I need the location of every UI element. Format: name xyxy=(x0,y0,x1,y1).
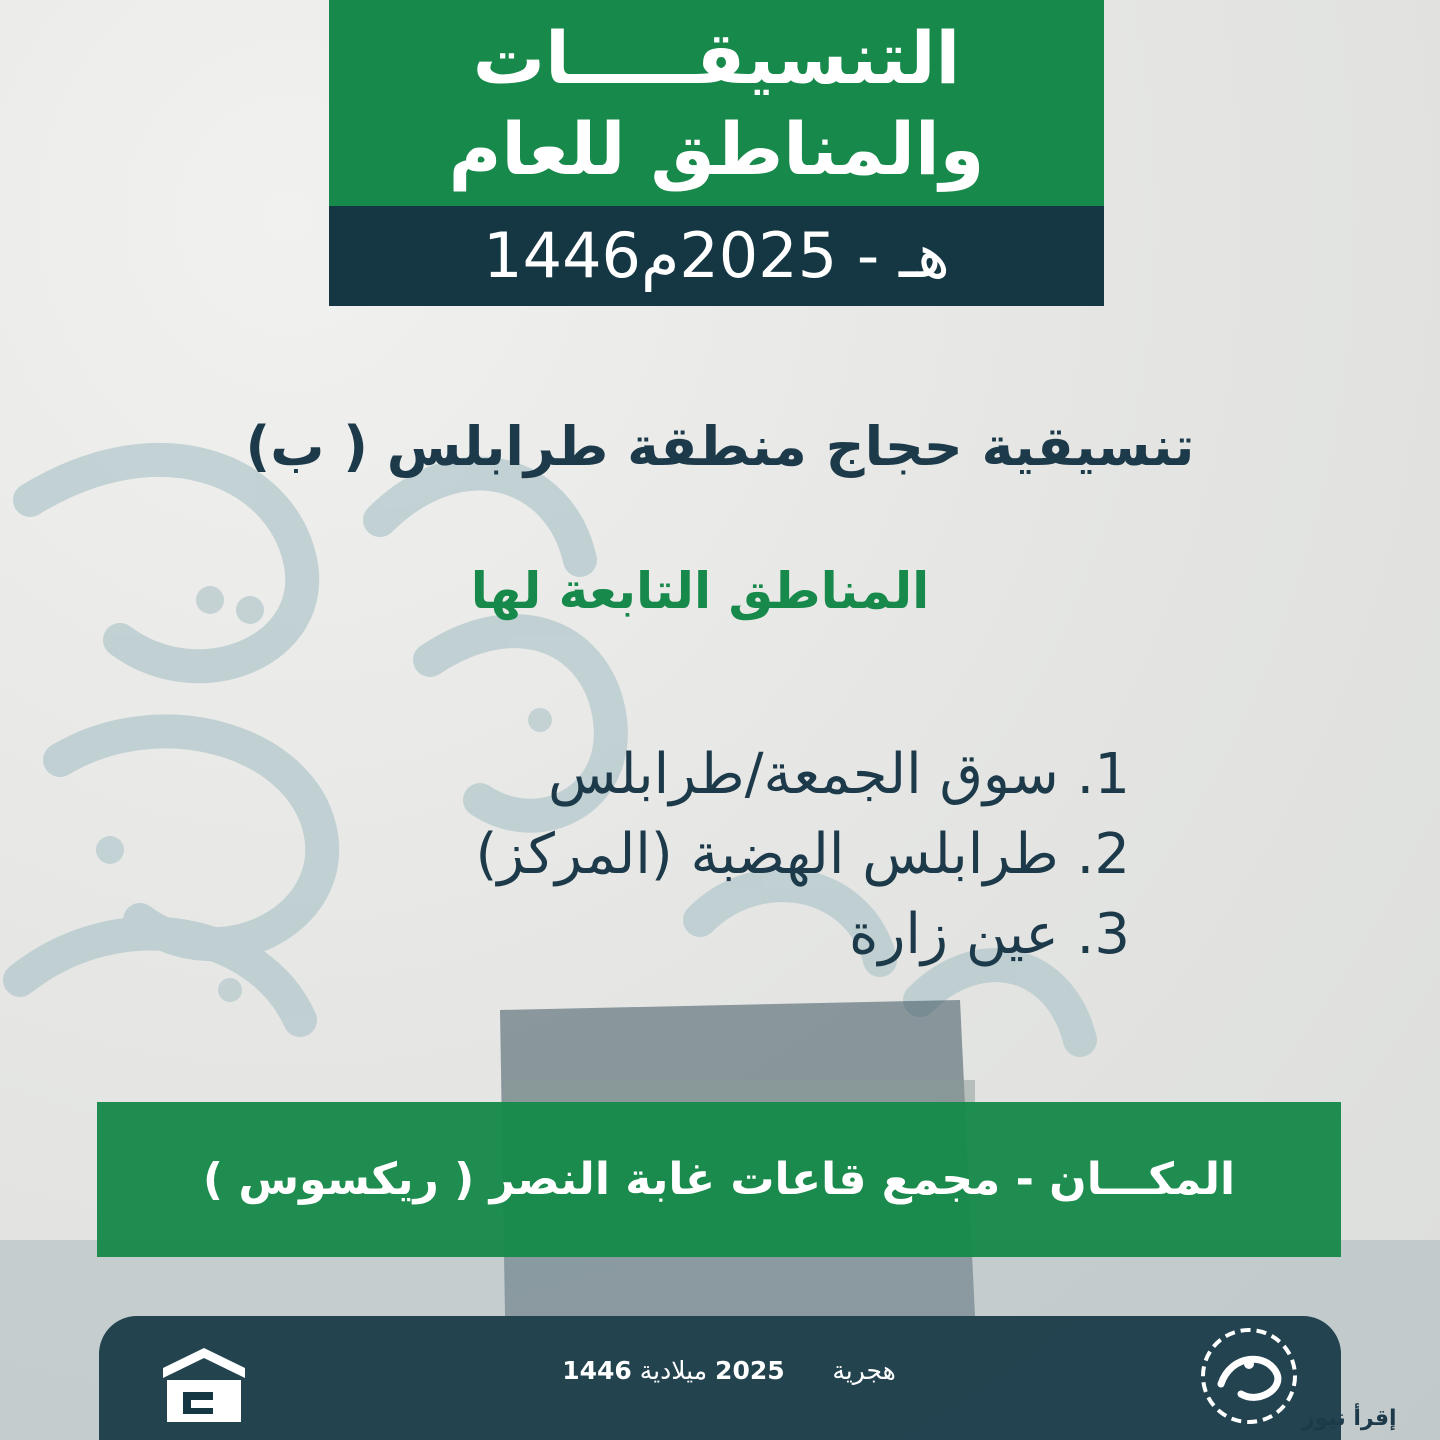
year-text: 1446هـ - 2025م xyxy=(483,219,950,292)
year-banner xyxy=(329,206,1104,306)
gregorian-number: 2025 xyxy=(715,1356,785,1385)
title-line-1: التنسيقـــــات xyxy=(472,16,961,100)
footer-dates xyxy=(519,1356,939,1385)
hijri-number: 1446 xyxy=(562,1356,632,1385)
regions-list xyxy=(300,735,1130,975)
hajj-calligraphy-logo-icon xyxy=(1197,1324,1301,1428)
list-item: 3. عين زارة xyxy=(849,902,1130,967)
hijri-label: هجرية xyxy=(832,1356,896,1385)
coordination-title: تنسيقية حجاج منطقة طرابلس ( ب) xyxy=(245,415,1195,478)
location-banner xyxy=(97,1102,1341,1257)
list-item: 1. سوق الجمعة/طرابلس xyxy=(548,742,1130,807)
title-banner xyxy=(329,0,1104,206)
list-item: 2. طرابلس الهضبة (المركز) xyxy=(475,822,1130,887)
kaaba-logo-icon xyxy=(161,1344,247,1424)
title-line-2: والمناطق للعام xyxy=(448,107,985,191)
location-text: المكـــان - مجمع قاعات غابة النصر ( ريكسوس ) xyxy=(202,1154,1236,1205)
gregorian-label: ميلادية xyxy=(639,1356,708,1385)
brand-logo: إقرأ نيوز xyxy=(1302,1406,1397,1431)
regions-title: المناطق التابعة لها xyxy=(470,562,930,620)
footer-bar xyxy=(99,1316,1341,1440)
